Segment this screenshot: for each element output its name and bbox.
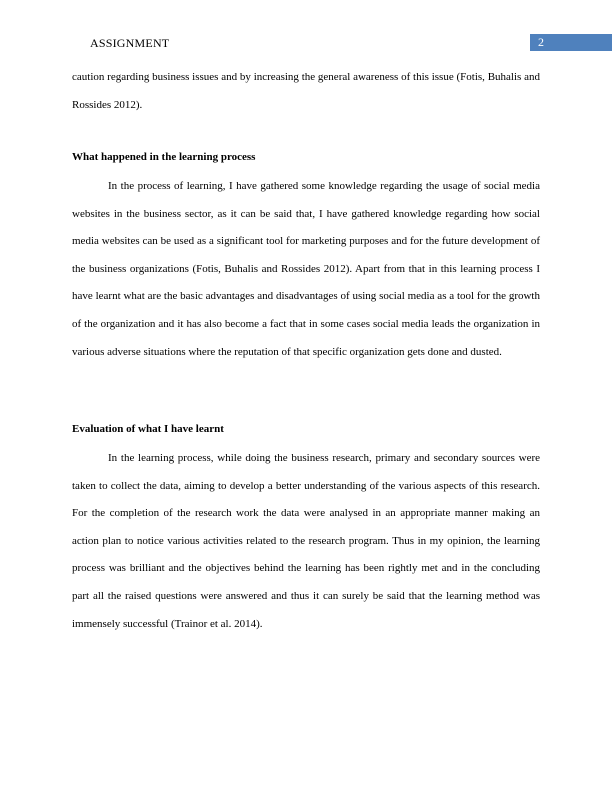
section-paragraph-evaluation: In the learning process, while doing the business research, primary and secondary sources were taken to collect the data, aiming to develop a better understanding of the various aspects of this research. For the completion of the research work the data were analysed in an appropriate manner making an action plan to notice various activities related to the research program. Thus in my opinion, the learning process was brilliant and the objectives behind the learning has been rightly met and in the concluding part all the raised questions were answered and thus it can surely be said that the learning method was immensely successful (Trainor et al. 2014). — [72, 452, 540, 630]
page-number: 2 — [530, 34, 612, 51]
section-heading-evaluation: Evaluation of what I have learnt — [72, 423, 224, 435]
section-heading-learning-process: What happened in the learning process — [72, 151, 256, 163]
running-header-title: ASSIGNMENT — [90, 36, 170, 50]
intro-paragraph: caution regarding business issues and by increasing the general awareness of this issue (Fotis, Buhalis and Rossides 2012). — [72, 71, 540, 111]
section-paragraph-learning-process: In the process of learning, I have gathered some knowledge regarding the usage of social media websites in the business sector, as it can be said that, I have gathered knowledge regarding how social media websites can be used as a significant tool for marketing purposes and for the future development of the business organizations (Fotis, Buhalis and Rossides 2012). Apart from that in this learning process I have learnt what are the basic advantages and disadvantages of using social media as a tool for the growth of the organization and it has also become a fact that in some cases social media leads the organization in various adverse situations where the reputation of that specific organization gets done and dusted. — [72, 180, 540, 358]
